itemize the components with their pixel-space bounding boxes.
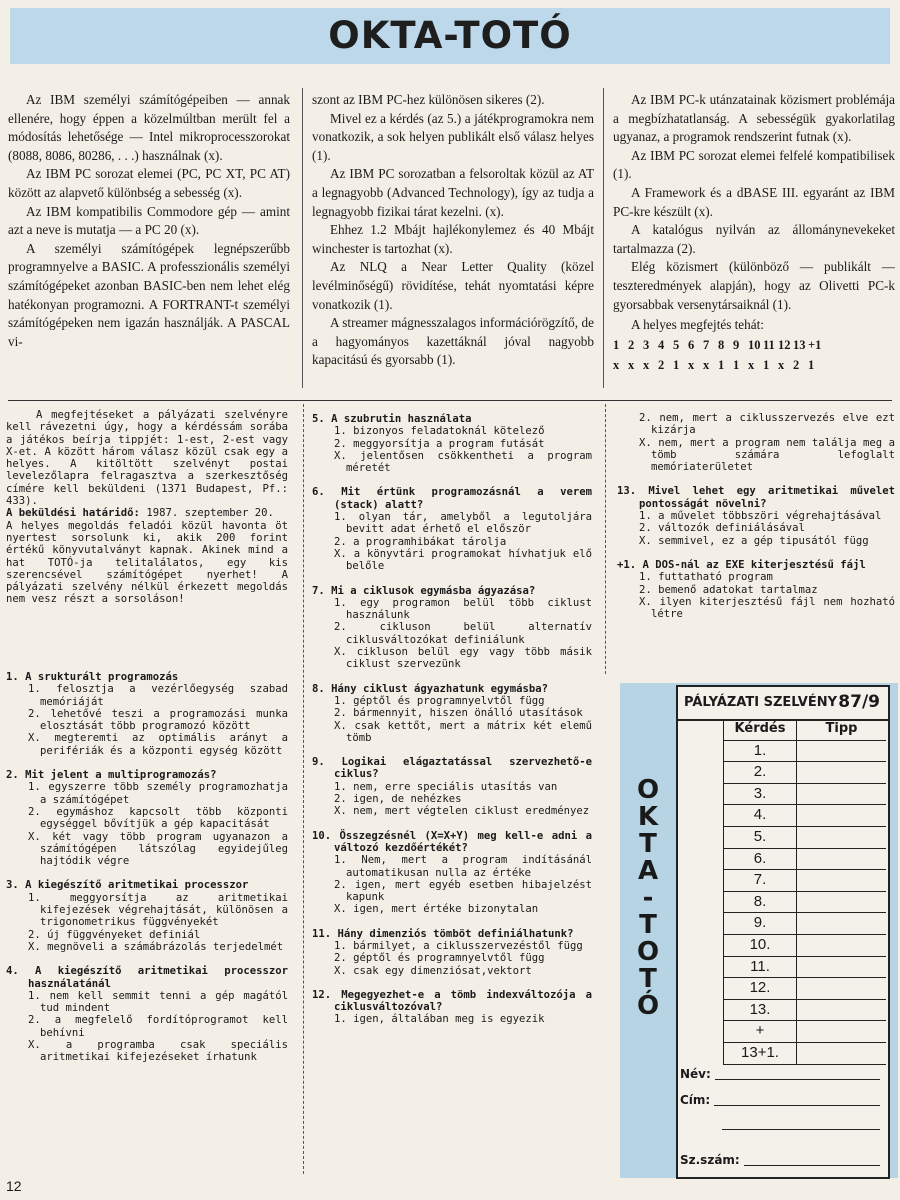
intro-column-3 (613, 91, 895, 376)
address-field[interactable] (680, 1093, 880, 1107)
coupon-row (723, 1021, 886, 1043)
tip-cell[interactable] (797, 978, 886, 999)
question-title: 4. A kiegészítő aritmetikai processzor használatánál (6, 965, 288, 990)
answer-option: 1. igen, általában meg is egyezik (334, 1013, 545, 1026)
answer-option: 1. futtatható program (639, 571, 773, 584)
column-divider (303, 404, 304, 1174)
answer-number: 8 (718, 337, 725, 352)
question-number: 13+1. (723, 1043, 797, 1064)
answer-value: x (688, 358, 695, 373)
tip-cell[interactable] (797, 1043, 886, 1064)
answers-title: A helyes megfejtés tehát: (631, 317, 764, 333)
intro-column-1 (8, 91, 290, 351)
answer-option: X. igen, mert értéke bizonytalan (334, 903, 539, 916)
answer-option: 1. felosztja a vezérlőegység szabad memóriáját (28, 683, 288, 708)
question (617, 559, 895, 620)
tip-cell[interactable] (797, 849, 886, 870)
name-label: Név: (680, 1067, 711, 1081)
answer-option: X. nem, mert végtelen ciklust eredményez (334, 805, 590, 818)
coupon-table (723, 719, 886, 1065)
question (312, 989, 592, 1026)
question-number: 5. (723, 827, 797, 848)
page-number: 12 (6, 1178, 22, 1194)
intro-paragraph: Az IBM kompatibilis Commodore gép — amint azt a neve is mutatja — a PC 20 (x). (8, 203, 290, 238)
tip-cell[interactable] (797, 1000, 886, 1021)
intro-paragraph: Ehhez 1.2 Mbájt hajlékonylemez és 40 Mbájt winchester is tartozhat (x). (312, 222, 594, 256)
answer-option: X. csak egy dimenziósat,vektort (334, 964, 532, 977)
prize-text: A helyes megoldás feladói közül havonta öt nyertest sorsolunk ki, akik 200 forint értékű könyvutalványt kapnak. Akinek mind a hat TOTÓ-ja telitalálatos, egy kis szerencsével számítógépet nyerhet! A pályázati szelvény nélkül érkezett megoldás nem vesz részt a sorsoláson! (6, 519, 288, 606)
question-number: 2. (723, 762, 797, 783)
answer-option: 2. igen, mert egyéb esetben hibajelzést kapunk (334, 878, 592, 904)
deadline-label: A beküldési határidő: (6, 507, 140, 520)
question (312, 928, 592, 977)
question-title: +1. A DOS-nál az EXE kiterjesztésű fájl (617, 558, 866, 571)
answer-value: 2 (793, 358, 800, 373)
question-title: 12. Megegyezhet-e a tömb indexváltozója a ciklusváltozóval? (312, 988, 592, 1014)
vertical-letter: - (642, 883, 654, 913)
intro-paragraph: A Framework és a dBASE III. egyaránt az IBM PC-kre készült (x). (613, 184, 895, 219)
vertical-letter: K (637, 802, 659, 832)
intro-paragraph: Mivel ez a kérdés (az 5.) a játékprogramokra nem vonatkozik, a sok helyen publikált első válasz helyes (1). (312, 110, 594, 163)
tip-cell[interactable] (797, 784, 886, 805)
question-title: 13. Mivel lehet egy aritmetikai művelet pontosságát növelni? (617, 485, 895, 510)
answer-option: X. két vagy több program ugyanazon a számítógépen látszólag egyidejűleg hajtódik végre (28, 830, 288, 868)
intro-paragraph: A személyi számítógépek legnépszerűbb programnyelve a BASIC. A professzionális személyi számítógépeket azonban BASIC-ben nem lehet elég hatékonyan programozni. A FORTRANT-t személyi számítógépeken nem igazán használják. A PASCAL vi- (8, 240, 290, 349)
question-number: 10. (723, 935, 797, 956)
answer-number: 9 (733, 337, 740, 352)
tip-cell[interactable] (797, 762, 886, 783)
answer-option: X. cikluson belül egy vagy több másik ciklust szervezünk (334, 646, 592, 671)
coupon-row (723, 935, 886, 957)
answer-number: 12 (778, 337, 791, 352)
answer-option: 2. bemenő adatokat tartalmaz (639, 583, 818, 596)
vertical-letter: Ó (636, 991, 660, 1021)
answer-number: 11 (763, 337, 775, 352)
intro-paragraph: Az NLQ a Near Letter Quality (közel levélminőségű) rövidítése, tehát nyomtatási képre vonatkozik (1). (312, 259, 594, 312)
coupon-title: PÁLYÁZATI SZELVÉNY (684, 695, 837, 710)
question (6, 965, 288, 1063)
coupon-row (723, 957, 886, 979)
coupon-row (723, 741, 886, 763)
answer-option: X. jelentősen csökkentheti a program méretét (334, 449, 592, 475)
questions-column-3 (617, 412, 895, 620)
intro-paragraph: Az IBM PC sorozatban a felsoroltak közül az AT a legnagyobb (Advanced Technology), így az tudja a legnagyobb fizikai tárat kezelni. (x). (312, 166, 594, 219)
coupon-table-header (723, 719, 886, 741)
answer-option: 1. a művelet többszöri végrehajtásával (639, 510, 882, 523)
answer-option: 2. változók definiálásával (639, 522, 805, 535)
intro-paragraph: Az IBM PC sorozat elemei felfelé kompatibilisek (1). (613, 147, 895, 182)
answer-number: 13 (793, 337, 806, 352)
answer-option: 2. a programhibákat tárolja (334, 535, 507, 548)
entry-coupon (620, 683, 898, 1178)
question (312, 486, 592, 572)
tip-cell[interactable] (797, 913, 886, 934)
column-header-question: Kérdés (723, 719, 797, 740)
answer-option: 1. egyszerre több személy programozhatja a számítógépet (28, 781, 288, 806)
id-field[interactable] (680, 1153, 880, 1167)
vertical-letter: T (639, 829, 657, 859)
question-number: 12. (723, 978, 797, 999)
intro-paragraph: Az IBM PC-k utánzatainak közismert problémája a megbízhatatlanság. A sebességük gyakorlatilag ugyanaz, a programok rendszerint futnak (x). (613, 92, 895, 145)
answer-option: 2. igen, de nehézkes (334, 793, 462, 806)
vertical-letter: T (639, 964, 657, 994)
answer-number: 3 (643, 337, 650, 352)
id-label: Sz.szám: (680, 1153, 740, 1167)
answer-option: 1. meggyorsítja az aritmetikai kifejezések végrehajtását, különösen a trigonometrikus függvényekét (28, 891, 288, 929)
vertical-letter: O (636, 775, 660, 805)
address-label: Cím: (680, 1093, 711, 1107)
intro-column-2 (312, 91, 594, 370)
questions-column-2 (312, 413, 592, 1026)
answer-value: x (778, 358, 785, 373)
answer-value: 1 (808, 358, 815, 373)
answer-option: 2. nem, mert a ciklusszervezés elve ezt kizárja (639, 412, 895, 437)
question-title: 9. Logikai elágaztatással szervezhető-e ciklus? (312, 756, 592, 781)
coupon-form (636, 685, 890, 1179)
intro-paragraph: Elég közismert (különböző — publikált — teszteredmények alapján), hogy az Olivetti PC-k gyorsabbak versenytársaiknál (1). (613, 259, 895, 312)
coupon-row (723, 978, 886, 1000)
answer-option: 2. meggyorsítja a program futását (334, 437, 545, 450)
answer-option: 1. nem, erre speciális utasítás van (334, 780, 558, 793)
intro-paragraph: Az IBM PC sorozat elemei (PC, PC XT, PC AT) között az alapvető különbség a sebesség (x). (8, 166, 290, 200)
answer-option: 1. bizonyos feladatoknál kötelező (334, 425, 545, 438)
question (6, 879, 288, 953)
column-header-tip: Tipp (825, 721, 858, 736)
name-field[interactable] (680, 1067, 880, 1081)
answer-value: 1 (733, 358, 740, 373)
question-title: 8. Hány ciklust ágyazhatunk egymásba? (312, 682, 548, 695)
question (6, 769, 288, 867)
coupon-row (723, 849, 886, 871)
answer-option: 1. géptől és programnyelvtől függ (334, 694, 545, 707)
answer-option: 1. egy programon belül több ciklust használunk (334, 596, 592, 622)
coupon-row (723, 762, 886, 784)
answer-option: 1. Nem, mert a program indításánál automatikusan nulla az értéke (334, 854, 592, 879)
answer-value: x (748, 358, 755, 373)
answer-option: 2. lehetővé teszi a programozási munka elosztását több programozó között (28, 707, 288, 733)
question (312, 413, 592, 474)
intro-paragraph: A streamer mágnesszalagos információrögzítő, de a hagyományos kazettáknál jóval nagyobb kapacitású és gyorsabb (1). (312, 315, 594, 368)
answer-option: 1. bármilyet, a ciklusszervezéstől függ (334, 939, 583, 952)
question (312, 830, 592, 916)
answer-number: 2 (628, 337, 635, 352)
answer-option: 2. a megfelelő fordítóprogramot kell behívni (28, 1014, 288, 1039)
section-divider (8, 400, 892, 401)
column-divider (302, 88, 303, 388)
question-title: 5. A szubrutin használata (312, 413, 472, 425)
rules-text: A megfejtéseket a pályázati szelvényre kell rávezetni úgy, hogy a kérdéssám sorába a játékos beírja tippjét: 1-est, 2-est vagy X-et. A között három válasz közül csak egy a helyes. A kitöltött szelvényt postai levelezőlapra felragasztva a szerkesztőség címére kell beküldeni (1371 Budapest, Pf.: 433). (6, 409, 288, 508)
answer-option: X. a programba csak speciális aritmetikai kifejezéseket írhatunk (28, 1039, 288, 1064)
intro-paragraph: Az IBM személyi számítógépeiben — annak ellenére, hogy éppen a közelmúltban merült fel a módosítás lehetősége — Intel mikroprocesszorokat (8088, 8086, 80286, . . .) használnak (x). (8, 92, 290, 163)
answer-value: x (613, 358, 620, 373)
column-divider (605, 404, 606, 674)
question-title: 11. Hány dimenziós tömböt definiálhatunk? (312, 927, 574, 940)
column-divider (603, 88, 604, 388)
coupon-row (723, 827, 886, 849)
answer-value: 1 (763, 358, 770, 373)
tip-cell[interactable] (797, 935, 886, 956)
answer-option: X. nem, mert a program nem találja meg a tömb számára lefoglalt memóriaterületet (639, 436, 895, 474)
question-number: 7. (723, 870, 797, 891)
question-number: 11. (723, 957, 797, 978)
question-number: 6. (723, 849, 797, 870)
question-title: 10. Összegzésnél (X=X+Y) meg kell-e adni a változó kezdőértékét? (312, 829, 592, 854)
coupon-issue: 87/9 (838, 692, 880, 712)
answer-number: 6 (688, 337, 695, 352)
question-number: 8. (723, 892, 797, 913)
coupon-header (678, 687, 888, 721)
rules-block (6, 409, 288, 606)
answer-value: 1 (673, 358, 680, 373)
answer-option: X. megnöveli a számábrázolás terjedelmét (28, 940, 284, 953)
deadline-value: 1987. szeptember 20. (139, 507, 274, 520)
answer-option: 1. olyan tár, amelyből a legutoljára bevitt adat érhető el először (334, 511, 592, 536)
answer-option: X. csak kettőt, mert a mátrix két elemű tömb (334, 719, 592, 744)
question-title: 7. Mi a ciklusok egymásba ágyazása? (312, 584, 536, 597)
intro-paragraph: A katalógus nyilván az állománynevekeket tartalmazza (2). (613, 222, 895, 256)
coupon-row (723, 1043, 886, 1065)
coupon-row (723, 913, 886, 935)
question-12-continued (617, 412, 895, 473)
title-banner (10, 8, 890, 64)
tip-cell[interactable] (797, 870, 886, 891)
question-number: 4. (723, 805, 797, 826)
answer-option: 1. nem kell semmit tenni a gép magától tud mindent (28, 989, 288, 1015)
intro-paragraph: szont az IBM PC-hez különösen sikeres (2). (312, 92, 545, 107)
question (6, 671, 288, 757)
coupon-row (723, 1000, 886, 1022)
answer-option: X. semmivel, ez a gép tipusától függ (639, 534, 869, 547)
question-title: 6. Mit értünk programozásnál a verem (stack) alatt? (312, 486, 592, 511)
question-title: 2. Mit jelent a multiprogramozás? (6, 769, 217, 782)
question-number: 13. (723, 1000, 797, 1021)
answer-option: 2. cikluson belül alternatív ciklusváltozókat definiálunk (334, 621, 592, 646)
vertical-letter: T (639, 910, 657, 940)
answer-number: 7 (703, 337, 710, 352)
question-number: 3. (723, 784, 797, 805)
coupon-row (723, 892, 886, 914)
answer-number: 1 (613, 337, 620, 352)
tip-cell[interactable] (797, 957, 886, 978)
vertical-letter: O (636, 937, 660, 967)
answer-option: 2. egymáshoz kapcsolt több központi egységgel bővítjük a gép kapacitását (28, 805, 288, 831)
answer-number: 10 (748, 337, 761, 352)
address-line-2[interactable] (680, 1117, 880, 1130)
vertical-title (626, 777, 670, 1020)
answer-option: 2. új függvényeket definiál (28, 928, 201, 941)
question (617, 485, 895, 546)
answer-value: x (628, 358, 635, 373)
coupon-row (723, 784, 886, 806)
answer-number: +1 (808, 337, 822, 352)
answer-option: 2. géptől és programnyelvtől függ (334, 952, 545, 965)
answers-table (613, 335, 823, 376)
question (312, 585, 592, 671)
question-title: 3. A kiegészítő aritmetikai processzor (6, 879, 249, 892)
question (312, 756, 592, 817)
questions-column-1 (6, 671, 288, 1064)
answer-number: 5 (673, 337, 680, 352)
tip-cell[interactable] (797, 805, 886, 826)
tip-cell[interactable] (797, 827, 886, 848)
question (312, 683, 592, 744)
answer-number: 4 (658, 337, 665, 352)
question-number: + (723, 1021, 797, 1042)
tip-cell[interactable] (797, 1021, 886, 1042)
answer-value: 1 (718, 358, 725, 373)
tip-cell[interactable] (797, 892, 886, 913)
answer-value: x (643, 358, 650, 373)
page-title: OKTA-TOTÓ (328, 14, 572, 57)
vertical-letter: A (637, 856, 659, 886)
answer-option: X. ilyen kiterjesztésű fájl nem hozható létre (639, 595, 895, 621)
answer-option: X. a könyvtári programokat hívhatjuk elő belőle (334, 547, 592, 573)
tip-cell[interactable] (797, 741, 886, 762)
answer-option: 2. bármennyit, hiszen önálló utasítások (334, 707, 583, 720)
question-number: 9. (723, 913, 797, 934)
question-title: 1. A srukturált programozás (6, 671, 179, 683)
answer-value: 2 (658, 358, 665, 373)
question-number: 1. (723, 741, 797, 762)
answer-value: x (703, 358, 710, 373)
coupon-row (723, 805, 886, 827)
coupon-row (723, 870, 886, 892)
answer-option: X. megteremti az optimális arányt a perifériák és a központi egység között (28, 732, 288, 757)
